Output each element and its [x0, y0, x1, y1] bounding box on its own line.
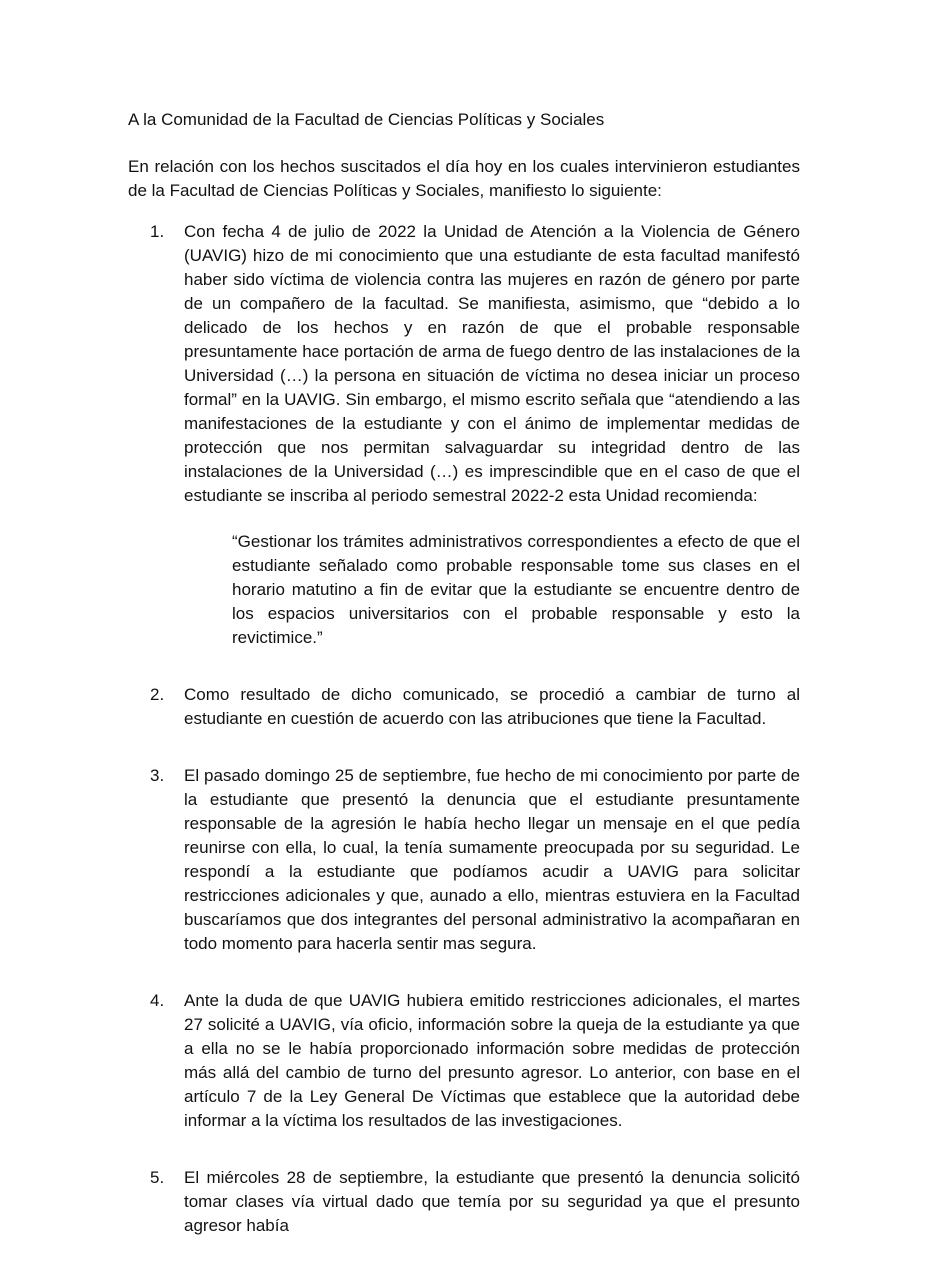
list-item-number: 3.: [150, 766, 165, 785]
list-item-text: Como resultado de dicho comunicado, se procedió a cambiar de turno al estudiante en cuestión de acuerdo con las atribuciones que tiene la Facultad.: [184, 685, 800, 728]
list-item: [150, 764, 800, 956]
list-item: [150, 220, 800, 650]
list-item: [150, 1166, 800, 1238]
salutation: A la Comunidad de la Facultad de Ciencias Políticas y Sociales: [128, 110, 605, 129]
list-item-text: El miércoles 28 de septiembre, la estudiante que presentó la denuncia solicitó tomar clases vía virtual dado que temía por su seguridad ya que el presunto agresor había: [184, 1168, 800, 1235]
intro-paragraph: En relación con los hechos suscitados el día hoy en los cuales intervinieron estudiantes de la Facultad de Ciencias Políticas y Sociales, manifiesto lo siguiente:: [128, 157, 800, 200]
list-item: [150, 989, 800, 1133]
list-item-number: 1.: [150, 222, 165, 241]
list-item-text: Ante la duda de que UAVIG hubiera emitido restricciones adicionales, el martes 27 solicité a UAVIG, vía oficio, información sobre la queja de la estudiante ya que a ella no se le había proporcionado información sobre medidas de protección más allá del cambio de turno del presunto agresor. Lo anterior, con base en el artículo 7 de la Ley General De Víctimas que establece que la autoridad debe informar a la víctima los resultados de las investigaciones.: [184, 991, 800, 1130]
list-item-number: 2.: [150, 685, 165, 704]
list-item-text: El pasado domingo 25 de septiembre, fue hecho de mi conocimiento por parte de la estudiante que presentó la denuncia que el estudiante presuntamente responsable de la agresión le había hecho llegar un mensaje en el que pedía reunirse con ella, lo cual, la tenía sumamente preocupada por su seguridad. Le respondí a la estudiante que podíamos acudir a UAVIG para solicitar restricciones adicionales y que, aunado a ello, mientras estuviera en la Facultad buscaríamos que dos integrantes del personal administrativo la acompañaran en todo momento para hacerla sentir mas segura.: [184, 766, 800, 953]
block-quote: “Gestionar los trámites administrativos correspondientes a efecto de que el estudiante señalado como probable responsable tome sus clases en el horario matutino a fin de evitar que la estudiante se encuentre dentro de los espacios universitarios con el probable responsable y esto la revictimice.”: [232, 532, 800, 647]
list-item-text: Con fecha 4 de julio de 2022 la Unidad de Atención a la Violencia de Género (UAVIG) hizo de mi conocimiento que una estudiante de esta facultad manifestó haber sido víctima de violencia contra las mujeres en razón de género por parte de un compañero de la facultad. Se manifiesta, asimismo, que “debido a lo delicado de los hechos y en razón de que el probable responsable presuntamente hace portación de arma de fuego dentro de las instalaciones de la Universidad (…) la persona en situación de víctima no desea iniciar un proceso formal” en la UAVIG. Sin embargo, el mismo escrito señala que “atendiendo a las manifestaciones de la estudiante y con el ánimo de implementar medidas de protección que nos permitan salvaguardar su integridad dentro de las instalaciones de la Universidad (…) es imprescindible que en el caso de que el estudiante se inscriba al periodo semestral 2022-2 esta Unidad recomienda:: [184, 222, 800, 505]
list-item: [150, 683, 800, 731]
list-item-number: 5.: [150, 1168, 165, 1187]
numbered-list: [150, 220, 800, 1271]
list-item-number: 4.: [150, 991, 165, 1010]
